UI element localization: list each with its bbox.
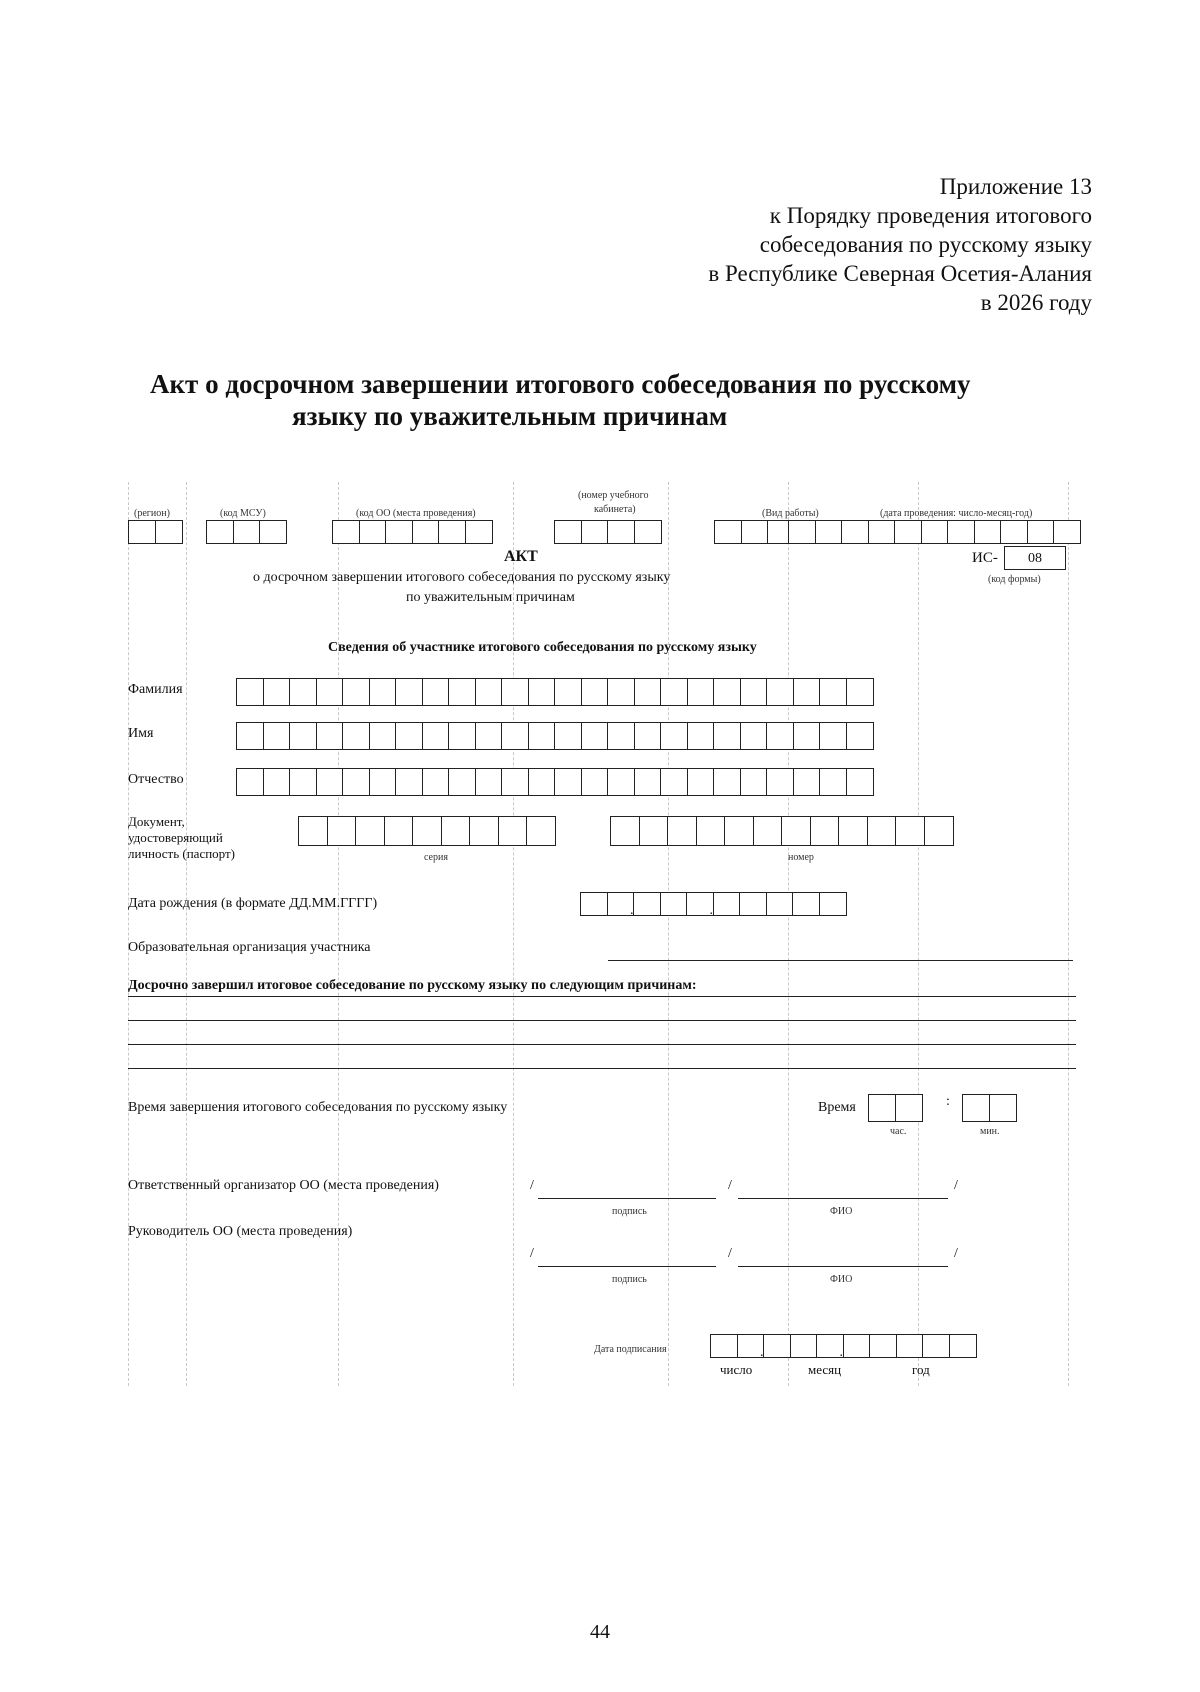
minutes-caption: мин. [980,1126,1000,1137]
reasons-title: Досрочно завершил итоговое собеседование по русскому языку по следующим причинам: [128,978,697,993]
act-word: АКТ [504,548,538,565]
page-number: 44 [590,1621,610,1643]
end-time-label: Время завершения итогового собеседования по русскому языку [128,1100,508,1115]
msu-caption: (код МСУ) [220,508,266,519]
work-type-boxes[interactable] [714,520,795,544]
appendix-line: собеседования по русскому языку [759,232,1092,257]
signature-caption: подпись [612,1206,647,1217]
cabinet-caption: (номер учебного [578,490,649,501]
fio-caption: ФИО [830,1274,853,1285]
reason-line[interactable] [128,1044,1076,1045]
oo-caption: (код ОО (места проведения) [356,508,476,519]
time-colon: : [946,1094,950,1109]
organizer-fio-line[interactable] [738,1198,948,1199]
act-subtitle-1: о досрочном завершении итогового собеседования по русскому языку [253,570,671,585]
organization-label: Образовательная организация участника [128,940,371,955]
passport-number-boxes[interactable] [610,816,954,846]
form-prefix: ИС- [972,550,998,566]
document-label-3: личность (паспорт) [128,846,236,861]
title-line-1: Акт о досрочном завершении итогового собеседования по русскому [150,369,971,399]
form-code-box: 08 [1004,546,1066,570]
appendix-line: Приложение 13 [939,174,1092,199]
name-boxes[interactable] [236,722,874,750]
time-word: Время [818,1100,856,1115]
date-boxes[interactable] [788,520,1081,544]
msu-code-boxes[interactable] [206,520,287,544]
reason-line[interactable] [128,996,1076,997]
oo-code-boxes[interactable] [332,520,493,544]
reason-line[interactable] [128,1068,1076,1069]
signing-date-boxes[interactable] [710,1334,977,1358]
surname-boxes[interactable] [236,678,874,706]
work-type-caption: (Вид работы) [762,508,819,519]
hours-boxes[interactable] [868,1094,923,1122]
appendix-line: в Республике Северная Осетия-Алания [708,261,1092,286]
surname-label: Фамилия [128,682,183,697]
number-caption: номер [788,852,814,863]
organization-line[interactable] [608,960,1073,961]
passport-series-boxes[interactable] [298,816,556,846]
region-code-boxes[interactable] [128,520,183,544]
signature-caption: подпись [612,1274,647,1285]
day-caption: число [720,1362,753,1377]
hours-caption: час. [890,1126,907,1137]
signing-date-label: Дата подписания [594,1344,667,1355]
participant-section-title: Сведения об участнике итогового собеседования по русскому языку [328,640,757,655]
organizer-signature-line[interactable] [538,1198,716,1199]
series-caption: серия [424,852,448,863]
patronymic-boxes[interactable] [236,768,874,796]
appendix-line: к Порядку проведения итогового [769,203,1092,228]
appendix-line: в 2026 году [980,290,1092,315]
birth-date-boxes[interactable] [580,892,847,916]
head-label: Руководитель ОО (места проведения) [128,1224,353,1239]
date-caption: (дата проведения: число-месяц-год) [880,508,1033,519]
name-label: Имя [128,726,154,741]
appendix-header [708,172,1092,317]
month-caption: месяц [808,1362,842,1377]
year-caption: год [912,1362,930,1377]
document-label-2: удостоверяющий [128,830,223,845]
organizer-label: Ответственный организатор ОО (места проведения) [128,1178,439,1193]
fio-caption: ФИО [830,1206,853,1217]
act-form: (регион) (код МСУ) (код ОО (места проведения) (номер учебного кабинета) (Вид работы) (дата проведения: число-месяц-год) АКТ о досрочном завершении итогового собеседования по русскому языку по уважительным причинам ИС- 08 (код формы) Сведения об участнике итогового собеседования по русскому языку Фамилия Имя Отчество Документ, удостоверяющий личность (паспорт) серия номер Дата рождения (в формате ДД.ММ.ГГГГ) . . Образовательная организация участника Досрочно завершил итоговое собеседование по русскому языку по следующим причинам: Время завершения итогового собеседования по русскому языку Время : час. мин. Ответственный организатор ОО (места проведения) / / / подпись ФИО Руководитель ОО (места проведения) / / / подпись ФИО Дата подписания . . число месяц год [128,482,1078,1386]
region-caption: (регион) [134,508,170,519]
head-signature-line[interactable] [538,1266,716,1267]
document-label-1: Документ, [128,814,185,829]
minutes-boxes[interactable] [962,1094,1017,1122]
head-fio-line[interactable] [738,1266,948,1267]
cabinet-boxes[interactable] [554,520,662,544]
reason-line[interactable] [128,1020,1076,1021]
patronymic-label: Отчество [128,772,184,787]
cabinet-caption-2: кабинета) [594,504,636,515]
title-line-2: языку по уважительным причинам [292,401,728,431]
birth-date-label: Дата рождения (в формате ДД.ММ.ГГГГ) [128,896,378,911]
form-code-caption: (код формы) [988,574,1041,585]
act-subtitle-2: по уважительным причинам [406,590,575,605]
